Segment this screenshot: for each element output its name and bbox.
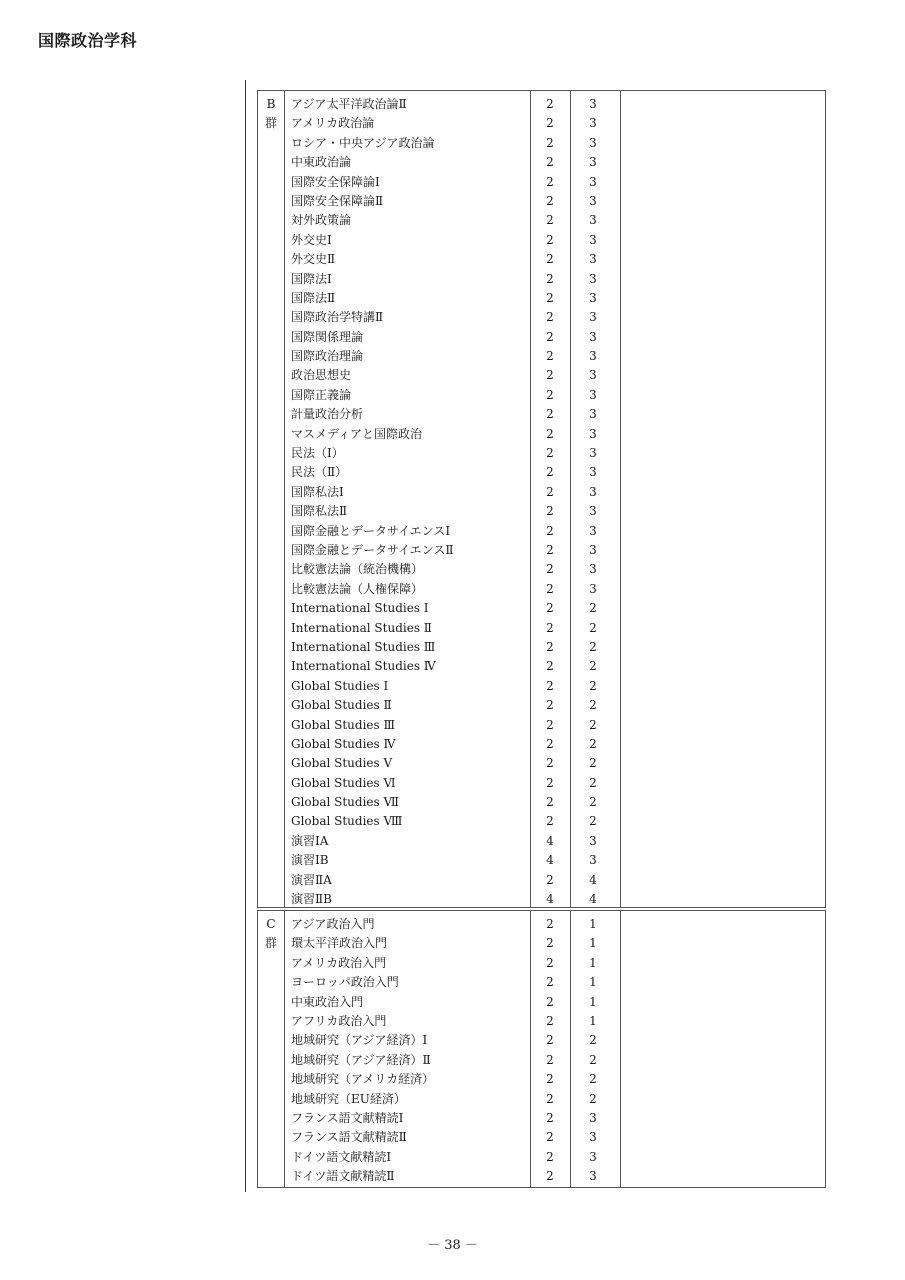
course-name: 対外政策論 xyxy=(291,213,352,228)
credit-value: 2 xyxy=(546,1130,554,1145)
year-value: 2 xyxy=(589,775,597,790)
credit-value: 2 xyxy=(546,387,554,402)
course-row xyxy=(258,1051,825,1070)
course-name: 地域研究（アメリカ経済） xyxy=(291,1072,435,1087)
course-name: アメリカ政治入門 xyxy=(291,955,387,970)
year-value: 1 xyxy=(589,955,597,970)
course-name: フランス語文献精読Ⅱ xyxy=(291,1130,407,1145)
course-row xyxy=(258,696,825,715)
course-name: International Studies Ⅰ xyxy=(291,601,429,616)
credit-value: 4 xyxy=(546,892,554,907)
course-row xyxy=(258,366,825,385)
credit-value: 2 xyxy=(546,1110,554,1125)
course-row xyxy=(258,1109,825,1128)
course-name: 国際正義論 xyxy=(291,387,352,402)
course-name: 国際法Ⅱ xyxy=(291,290,336,305)
year-value: 1 xyxy=(589,1013,597,1028)
course-name: 演習ⅠB xyxy=(291,853,329,868)
course-name: 国際私法Ⅰ xyxy=(291,484,344,499)
page-number: － 38 － xyxy=(427,1238,478,1253)
credit-value: 2 xyxy=(546,975,554,990)
course-name: 環太平洋政治入門 xyxy=(291,936,388,951)
course-name: Global Studies Ⅳ xyxy=(291,736,396,751)
course-row xyxy=(258,95,825,114)
course-row xyxy=(258,599,825,618)
year-value: 2 xyxy=(589,717,597,732)
year-value: 1 xyxy=(589,994,597,1009)
year-value: 3 xyxy=(589,446,597,461)
course-name: 比較憲法論（統治機構） xyxy=(291,562,424,577)
course-name: 外交史Ⅰ xyxy=(291,232,332,247)
course-group-b xyxy=(257,90,826,908)
credit-value: 2 xyxy=(546,542,554,557)
credit-value: 2 xyxy=(546,426,554,441)
credit-value: 2 xyxy=(546,193,554,208)
course-name: Global Studies Ⅰ xyxy=(291,678,389,693)
year-value: 4 xyxy=(589,872,597,887)
year-value: 2 xyxy=(589,1072,597,1087)
course-row xyxy=(258,580,825,599)
year-value: 2 xyxy=(589,698,597,713)
credit-value: 2 xyxy=(546,581,554,596)
credit-value: 2 xyxy=(546,756,554,771)
course-row xyxy=(258,463,825,482)
course-row xyxy=(258,754,825,773)
course-row xyxy=(258,832,825,851)
credit-value: 2 xyxy=(546,562,554,577)
year-value: 3 xyxy=(589,310,597,325)
credit-value: 2 xyxy=(546,936,554,951)
course-name: 国際安全保障論Ⅰ xyxy=(291,174,380,189)
course-row xyxy=(258,483,825,502)
course-row xyxy=(258,289,825,308)
year-value: 2 xyxy=(589,756,597,771)
course-name: 地域研究（アジア経済）Ⅱ xyxy=(291,1052,431,1067)
course-row xyxy=(258,934,825,953)
year-value: 3 xyxy=(589,833,597,848)
course-list xyxy=(258,915,825,1186)
credit-value: 2 xyxy=(546,601,554,616)
course-name: 国際政治理論 xyxy=(291,349,364,364)
course-name: 中東政治入門 xyxy=(291,994,364,1009)
credit-value: 2 xyxy=(546,1091,554,1106)
course-name: 民法（Ⅰ） xyxy=(291,446,344,461)
credit-value: 2 xyxy=(546,698,554,713)
credit-value: 2 xyxy=(546,775,554,790)
year-value: 1 xyxy=(589,917,597,931)
credit-value: 2 xyxy=(546,659,554,674)
year-value: 2 xyxy=(589,1091,597,1106)
course-row xyxy=(258,774,825,793)
course-name: 国際私法Ⅱ xyxy=(291,504,348,519)
course-row xyxy=(258,405,825,424)
course-row xyxy=(258,386,825,405)
year-value: 2 xyxy=(589,795,597,810)
course-row xyxy=(258,871,825,890)
course-name: 国際金融とデータサイエンスⅡ xyxy=(291,542,454,557)
course-row xyxy=(258,211,825,230)
credit-value: 2 xyxy=(546,1149,554,1164)
year-value: 3 xyxy=(589,387,597,402)
credit-value: 2 xyxy=(546,155,554,170)
course-name: 政治思想史 xyxy=(291,368,352,383)
credit-value: 2 xyxy=(546,174,554,189)
course-row xyxy=(258,153,825,172)
course-row xyxy=(258,1012,825,1031)
year-value: 3 xyxy=(589,1169,597,1184)
course-name: ドイツ語文献精読Ⅱ xyxy=(291,1169,395,1184)
course-name: 計量政治分析 xyxy=(291,407,364,422)
year-value: 3 xyxy=(589,504,597,519)
course-row xyxy=(258,1148,825,1167)
credit-value: 2 xyxy=(546,955,554,970)
course-row xyxy=(258,793,825,812)
course-name: アフリカ政治入門 xyxy=(291,1013,387,1028)
course-row xyxy=(258,522,825,541)
course-name: Global Studies Ⅵ xyxy=(291,775,396,790)
course-name: 国際政治学特講Ⅱ xyxy=(291,310,384,325)
course-row xyxy=(258,677,825,696)
year-value: 2 xyxy=(589,1052,597,1067)
course-row xyxy=(258,114,825,133)
course-row xyxy=(258,1090,825,1109)
left-margin-rule xyxy=(245,80,246,1192)
course-row xyxy=(258,657,825,676)
credit-value: 2 xyxy=(546,678,554,693)
course-list xyxy=(258,95,825,909)
year-value: 3 xyxy=(589,1130,597,1145)
year-value: 3 xyxy=(589,368,597,383)
course-row xyxy=(258,270,825,289)
year-value: 3 xyxy=(589,562,597,577)
course-name: 地域研究（EU経済） xyxy=(291,1091,406,1106)
course-name: 国際安全保障論Ⅱ xyxy=(291,193,384,208)
credit-value: 2 xyxy=(546,97,554,111)
course-name: アメリカ政治論 xyxy=(291,116,375,131)
credit-value: 2 xyxy=(546,1169,554,1184)
course-name: International Studies Ⅳ xyxy=(291,659,436,674)
credit-value: 2 xyxy=(546,994,554,1009)
year-value: 2 xyxy=(589,814,597,829)
course-group-c xyxy=(257,910,826,1188)
year-value: 3 xyxy=(589,523,597,538)
course-name: 国際関係理論 xyxy=(291,329,364,344)
course-name: Global Studies Ⅷ xyxy=(291,814,403,829)
credit-value: 2 xyxy=(546,252,554,267)
course-name: 外交史Ⅱ xyxy=(291,252,336,267)
course-name: 演習ⅠA xyxy=(291,833,329,848)
year-value: 3 xyxy=(589,465,597,480)
credit-value: 2 xyxy=(546,446,554,461)
course-name: 国際金融とデータサイエンスⅠ xyxy=(291,523,451,538)
credit-value: 2 xyxy=(546,135,554,150)
course-row xyxy=(258,231,825,250)
course-row xyxy=(258,541,825,560)
course-name: マスメディアと国際政治 xyxy=(291,426,423,441)
course-row xyxy=(258,444,825,463)
credit-value: 2 xyxy=(546,814,554,829)
group-label: C 群 xyxy=(264,917,277,951)
course-name: ロシア・中央アジア政治論 xyxy=(291,135,435,150)
year-value: 2 xyxy=(589,659,597,674)
course-row xyxy=(258,890,825,909)
credit-value: 2 xyxy=(546,116,554,131)
credit-value: 2 xyxy=(546,639,554,654)
course-name: Global Studies Ⅱ xyxy=(291,698,392,713)
year-value: 3 xyxy=(589,252,597,267)
year-value: 3 xyxy=(589,290,597,305)
year-value: 3 xyxy=(589,232,597,247)
course-name: 国際法Ⅰ xyxy=(291,271,332,286)
course-row xyxy=(258,812,825,831)
credit-value: 2 xyxy=(546,1052,554,1067)
credit-value: 2 xyxy=(546,795,554,810)
credit-value: 2 xyxy=(546,232,554,247)
year-value: 2 xyxy=(589,678,597,693)
credit-value: 2 xyxy=(546,290,554,305)
course-row xyxy=(258,915,825,934)
credit-value: 2 xyxy=(546,310,554,325)
course-name: International Studies Ⅲ xyxy=(291,639,436,654)
year-value: 3 xyxy=(589,97,597,111)
year-value: 3 xyxy=(589,484,597,499)
year-value: 3 xyxy=(589,581,597,596)
credit-value: 4 xyxy=(546,853,554,868)
year-value: 2 xyxy=(589,1033,597,1048)
credit-value: 2 xyxy=(546,620,554,635)
year-value: 3 xyxy=(589,193,597,208)
credit-value: 2 xyxy=(546,368,554,383)
credit-value: 2 xyxy=(546,349,554,364)
course-name: Global Studies Ⅴ xyxy=(291,756,393,771)
course-row xyxy=(258,1070,825,1089)
course-name: 演習ⅡB xyxy=(291,892,332,907)
course-row xyxy=(258,735,825,754)
course-name: ドイツ語文献精読Ⅰ xyxy=(291,1149,392,1164)
group-label: B 群 xyxy=(264,97,277,131)
credit-value: 2 xyxy=(546,872,554,887)
course-row xyxy=(258,851,825,870)
year-value: 3 xyxy=(589,213,597,228)
year-value: 3 xyxy=(589,116,597,131)
course-row xyxy=(258,619,825,638)
year-value: 2 xyxy=(589,601,597,616)
course-row xyxy=(258,993,825,1012)
course-row xyxy=(258,250,825,269)
course-row xyxy=(258,502,825,521)
course-name: アジア太平洋政治論Ⅱ xyxy=(291,97,407,111)
year-value: 3 xyxy=(589,426,597,441)
year-value: 3 xyxy=(589,542,597,557)
year-value: 2 xyxy=(589,736,597,751)
credit-value: 2 xyxy=(546,1033,554,1048)
credit-value: 2 xyxy=(546,717,554,732)
course-row xyxy=(258,425,825,444)
credit-value: 2 xyxy=(546,407,554,422)
year-value: 3 xyxy=(589,853,597,868)
course-name: Global Studies Ⅲ xyxy=(291,717,396,732)
year-value: 3 xyxy=(589,349,597,364)
course-row xyxy=(258,308,825,327)
course-row xyxy=(258,134,825,153)
credit-value: 2 xyxy=(546,523,554,538)
year-value: 3 xyxy=(589,271,597,286)
course-row xyxy=(258,716,825,735)
course-row xyxy=(258,173,825,192)
course-name: 地域研究（アジア経済）Ⅰ xyxy=(291,1033,428,1048)
year-value: 1 xyxy=(589,936,597,951)
credit-value: 2 xyxy=(546,484,554,499)
course-row xyxy=(258,954,825,973)
course-name: フランス語文献精読Ⅰ xyxy=(291,1110,404,1125)
credit-value: 2 xyxy=(546,736,554,751)
course-row xyxy=(258,1128,825,1147)
year-value: 3 xyxy=(589,1110,597,1125)
year-value: 4 xyxy=(589,892,597,907)
course-row xyxy=(258,192,825,211)
credit-value: 2 xyxy=(546,1072,554,1087)
course-name: 演習ⅡA xyxy=(291,872,332,887)
credit-value: 2 xyxy=(546,504,554,519)
year-value: 3 xyxy=(589,135,597,150)
credit-value: 4 xyxy=(546,833,554,848)
credit-value: 2 xyxy=(546,917,554,931)
course-row xyxy=(258,638,825,657)
course-name: 中東政治論 xyxy=(291,155,352,170)
credit-value: 2 xyxy=(546,1013,554,1028)
year-value: 2 xyxy=(589,620,597,635)
course-name: 比較憲法論（人権保障） xyxy=(291,581,424,596)
credit-value: 2 xyxy=(546,465,554,480)
year-value: 3 xyxy=(589,155,597,170)
credit-value: 2 xyxy=(546,329,554,344)
department-title: 国際政治学科 xyxy=(38,31,138,50)
course-row xyxy=(258,347,825,366)
year-value: 3 xyxy=(589,1149,597,1164)
course-name: Global Studies Ⅶ xyxy=(291,795,399,810)
course-name: International Studies Ⅱ xyxy=(291,620,432,635)
credit-value: 2 xyxy=(546,213,554,228)
course-row xyxy=(258,973,825,992)
course-name: 民法（Ⅱ） xyxy=(291,465,348,480)
credit-value: 2 xyxy=(546,271,554,286)
year-value: 3 xyxy=(589,329,597,344)
course-row xyxy=(258,328,825,347)
year-value: 3 xyxy=(589,174,597,189)
year-value: 2 xyxy=(589,639,597,654)
year-value: 1 xyxy=(589,975,597,990)
course-row xyxy=(258,1167,825,1186)
course-name: アジア政治入門 xyxy=(291,917,375,931)
course-row xyxy=(258,1031,825,1050)
course-name: ヨーロッパ政治入門 xyxy=(291,975,399,990)
year-value: 3 xyxy=(589,407,597,422)
course-row xyxy=(258,560,825,579)
